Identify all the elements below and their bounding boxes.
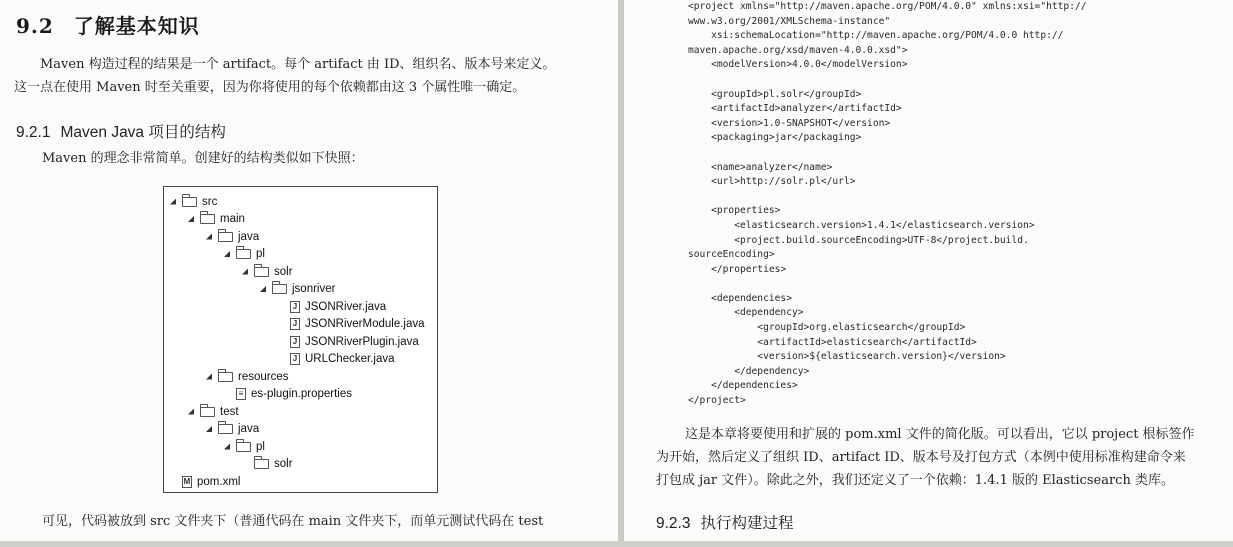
- code-line: <dependencies>: [688, 292, 792, 304]
- expand-arrow-icon[interactable]: [224, 251, 230, 257]
- code-line: </project>: [688, 395, 746, 407]
- folder-icon: [218, 424, 233, 434]
- subsection-heading: [16, 120, 226, 142]
- paragraph-line: 这是本章将要使用和扩展的 pom.xml 文件的简化版。可以看出，它以 project 根标签作: [685, 427, 1195, 442]
- subsection-title: Maven Java 项目的结构: [60, 124, 226, 141]
- paragraph-line: 为开始，然后定义了组织 ID、artifact ID、版本号及打包方式（本例中使用标准构建命令来: [656, 450, 1186, 465]
- tree-item[interactable]: [278, 316, 425, 333]
- code-line: <dependency>: [688, 307, 804, 319]
- code-line: maven.apache.org/xsd/maven-4.0.0.xsd">: [688, 44, 908, 56]
- tree-item[interactable]: [224, 246, 265, 263]
- text-file-icon: ≡: [236, 388, 246, 400]
- folder-icon: [218, 232, 233, 242]
- tree-item[interactable]: [278, 333, 419, 350]
- tree-item-label: pom.xml: [197, 475, 241, 488]
- folder-icon: [236, 249, 251, 259]
- expand-arrow-icon[interactable]: [170, 199, 176, 205]
- section-heading: [16, 10, 200, 39]
- tree-item-label: URLChecker.java: [305, 353, 395, 365]
- tree-item[interactable]: [224, 386, 352, 403]
- code-line: <version>${elasticsearch.version}</version>: [688, 351, 1006, 363]
- paragraph-line: 可见，代码被放到 src 文件夹下（普通代码在 main 文件夹下，而单元测试代码在 test: [42, 514, 544, 529]
- viewer-bottom-bar: [0, 541, 1233, 547]
- tree-item-label: JSONRiver.java: [305, 300, 387, 313]
- subsection-title: 执行构建过程: [700, 515, 794, 532]
- expand-arrow-icon[interactable]: [206, 426, 212, 432]
- tree-item[interactable]: [188, 403, 239, 420]
- tree-item-label: main: [220, 213, 245, 225]
- code-line: <properties>: [688, 205, 781, 217]
- folder-icon: [254, 459, 269, 469]
- expand-arrow-icon[interactable]: [206, 374, 212, 380]
- folder-icon: [218, 372, 233, 382]
- tree-item-label: solr: [274, 265, 293, 278]
- tree-item[interactable]: [242, 263, 293, 280]
- folder-icon: [200, 407, 215, 417]
- tree-item[interactable]: [206, 368, 289, 385]
- code-line: [688, 277, 1087, 292]
- folder-icon: [236, 442, 251, 452]
- code-line: xsi:schemaLocation="http://maven.apache.org/POM/4.0.0 http://: [688, 30, 1064, 42]
- expand-arrow-icon[interactable]: [260, 286, 266, 292]
- folder-icon: [182, 197, 197, 207]
- paragraph-line: 这一点在使用 Maven 时至关重要，因为你将使用的每个依赖都由这 3 个属性唯一确定。: [14, 80, 526, 95]
- subsection-number: 9.2.3: [656, 515, 691, 532]
- code-line: <packaging>jar</packaging>: [688, 132, 862, 144]
- tree-item-label: es-plugin.properties: [251, 388, 353, 400]
- tree-item-label: src: [202, 195, 218, 208]
- paragraph-line: 打包成 jar 文件）。除此之外，我们还定义了一个依赖：1.4.1 版的 Elasticsearch 类库。: [656, 473, 1174, 488]
- code-line: <name>analyzer</name>: [688, 161, 833, 173]
- java-file-icon: J: [290, 318, 300, 330]
- tree-item-label: solr: [274, 458, 293, 470]
- code-line: </properties>: [688, 263, 787, 275]
- code-line: </dependency>: [688, 365, 810, 377]
- code-line: <project.build.sourceEncoding>UTF-8</project.build.: [688, 234, 1029, 246]
- java-file-icon: J: [290, 353, 300, 365]
- tree-item[interactable]: [224, 438, 265, 455]
- code-line: www.w3.org/2001/XMLSchema-instance": [688, 15, 891, 27]
- code-line: </dependencies>: [688, 380, 798, 392]
- expand-arrow-icon[interactable]: [224, 444, 230, 450]
- tree-item-label: pl: [256, 440, 265, 453]
- tree-item[interactable]: [260, 281, 335, 298]
- code-line: <artifactId>elasticsearch</artifactId>: [688, 336, 977, 348]
- folder-icon: [272, 284, 287, 294]
- pom-xml-code-block: [688, 0, 1087, 409]
- section-number: 9.2: [16, 14, 54, 38]
- expand-arrow-icon[interactable]: [188, 216, 194, 222]
- tree-item[interactable]: [170, 193, 217, 210]
- xml-file-icon: M: [183, 476, 191, 486]
- tree-item-label: test: [220, 405, 239, 418]
- subsection-number: 9.2.1: [16, 124, 51, 141]
- paragraph-line: Maven 的理念非常简单。创建好的结构类似如下快照：: [42, 151, 364, 166]
- code-line: <groupId>pl.solr</groupId>: [688, 88, 862, 100]
- tree-item-label: java: [238, 423, 260, 435]
- tree-item[interactable]: [278, 298, 386, 315]
- tree-item-label: JSONRiverModule.java: [305, 318, 425, 330]
- tree-item-label: resources: [238, 370, 289, 383]
- tree-item[interactable]: [242, 456, 293, 473]
- paragraph-line: Maven 构造过程的结果是一个 artifact。每个 artifact 由 ID、组织名、版本号来定义。: [40, 57, 556, 72]
- tree-item-label: JSONRiverPlugin.java: [305, 335, 419, 348]
- code-line: <elasticsearch.version>1.4.1</elasticsearch.version>: [688, 219, 1035, 231]
- code-line: <project xmlns="http://maven.apache.org/POM/4.0.0" xmlns:xsi="http://: [688, 1, 1087, 12]
- code-line: <groupId>org.elasticsearch</groupId>: [688, 322, 966, 334]
- expand-arrow-icon[interactable]: [188, 409, 194, 415]
- code-line: <version>1.0-SNAPSHOT</version>: [688, 117, 891, 129]
- tree-item-label: java: [238, 230, 260, 243]
- tree-item-label: pl: [256, 248, 265, 260]
- code-line: <artifactId>analyzer</artifactId>: [688, 103, 902, 115]
- java-file-icon: J: [290, 301, 300, 313]
- folder-icon: [200, 214, 215, 224]
- tree-item[interactable]: [206, 421, 259, 438]
- code-line: [688, 146, 1087, 161]
- tree-item[interactable]: [206, 228, 259, 245]
- code-line: [688, 73, 1087, 88]
- tree-item[interactable]: [188, 211, 245, 228]
- code-line: <modelVersion>4.0.0</modelVersion>: [688, 59, 908, 71]
- expand-arrow-icon[interactable]: [242, 269, 248, 275]
- tree-item-label: jsonriver: [292, 283, 336, 295]
- right-page: [624, 0, 1233, 547]
- folder-icon: [254, 267, 269, 277]
- project-structure-tree: [163, 186, 438, 493]
- section-title: 了解基本知识: [73, 14, 200, 38]
- tree-item[interactable]: [278, 351, 394, 368]
- java-file-icon: J: [290, 336, 300, 348]
- tree-item[interactable]: [170, 473, 240, 490]
- expand-arrow-icon[interactable]: [206, 234, 212, 240]
- subsection-heading: [656, 511, 794, 533]
- code-line: [688, 190, 1087, 205]
- code-line: <url>http://solr.pl</url>: [688, 176, 856, 188]
- code-line: sourceEncoding>: [688, 249, 775, 261]
